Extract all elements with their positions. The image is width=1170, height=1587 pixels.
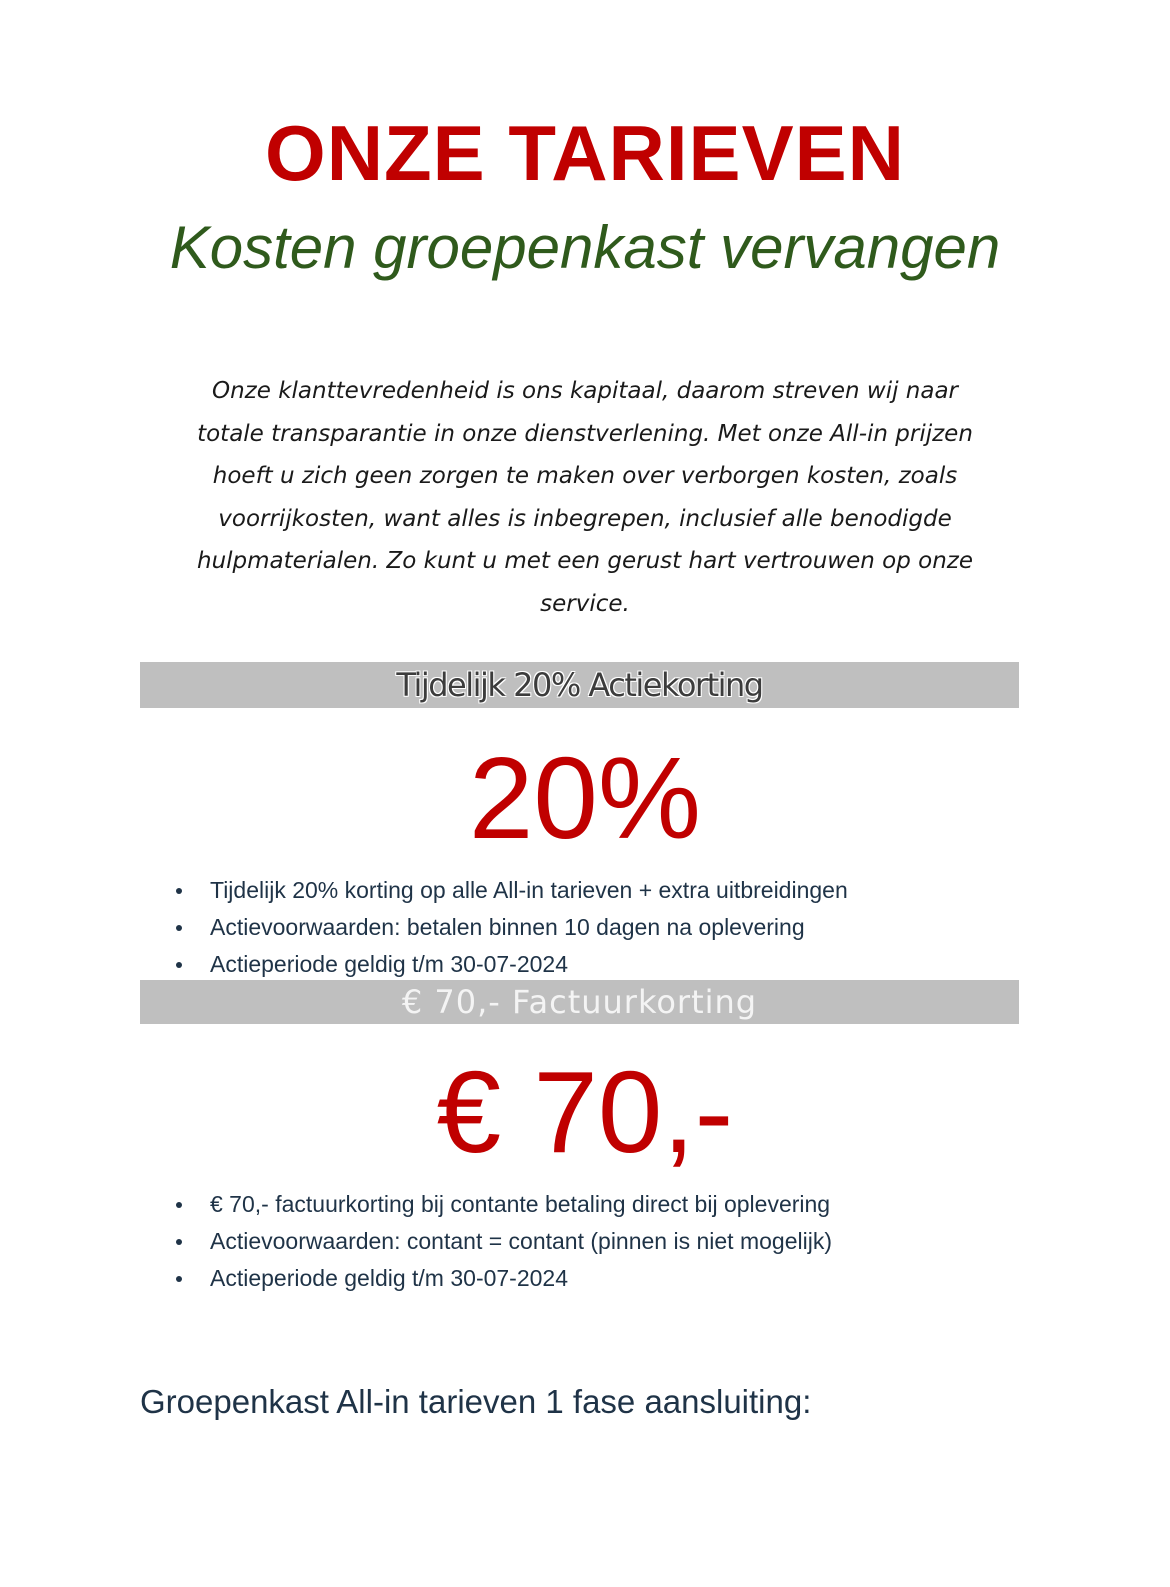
bullet-icon: [176, 925, 182, 931]
intro-paragraph: [155, 370, 1015, 625]
tariffs-heading: Groepenkast All-in tarieven 1 fase aansluiting:: [140, 1383, 812, 1420]
bullet-icon: [176, 888, 182, 894]
list-item: [176, 1223, 1016, 1260]
intro-line: hoeft u zich geen zorgen te maken over verborgen kosten, zoals: [212, 463, 958, 489]
page-title: ONZE TARIEVEN: [265, 109, 905, 197]
list-item: [176, 909, 1016, 946]
page-subtitle: Kosten groepenkast vervangen: [169, 214, 1001, 281]
intro-line: service.: [540, 590, 630, 617]
list-item: [176, 872, 1016, 909]
list-item-text: Actievoorwaarden: contant = contant (pinnen is niet mogelijk): [210, 1228, 832, 1254]
bullet-icon: [176, 1202, 182, 1208]
list-item: [176, 946, 1016, 983]
list-item: [176, 1186, 1016, 1223]
intro-line: totale transparantie in onze dienstverlening. Met onze All-in prijzen: [197, 420, 973, 447]
list-item-text: € 70,- factuurkorting bij contante betaling direct bij oplevering: [210, 1191, 831, 1217]
discount-conditions-list: [176, 872, 1016, 983]
invoice-discount-amount: € 70,-: [436, 1047, 734, 1177]
intro-line: Onze klanttevredenheid is ons kapitaal, daarom streven wij naar: [211, 378, 959, 404]
discount-percentage: 20%: [468, 733, 702, 863]
bullet-icon: [176, 962, 182, 968]
invoice-conditions-list: [176, 1186, 1016, 1297]
list-item-text: Tijdelijk 20% korting op alle All-in tarieven + extra uitbreidingen: [210, 877, 848, 903]
discount-band: Tijdelijk 20% Actiekorting: [140, 662, 1019, 708]
bullet-icon: [176, 1239, 182, 1245]
list-item-text: Actievoorwaarden: betalen binnen 10 dagen na oplevering: [210, 914, 805, 940]
intro-line: voorrijkosten, want alles is inbegrepen, inclusief alle benodigde: [218, 505, 952, 532]
list-item: [176, 1260, 1016, 1297]
invoice-discount-band: € 70,- Factuurkorting: [140, 980, 1019, 1024]
intro-line: hulpmaterialen. Zo kunt u met een gerust hart vertrouwen op onze: [197, 548, 973, 574]
list-item-text: Actieperiode geldig t/m 30-07-2024: [210, 951, 569, 977]
list-item-text: Actieperiode geldig t/m 30-07-2024: [210, 1265, 569, 1291]
bullet-icon: [176, 1276, 182, 1282]
